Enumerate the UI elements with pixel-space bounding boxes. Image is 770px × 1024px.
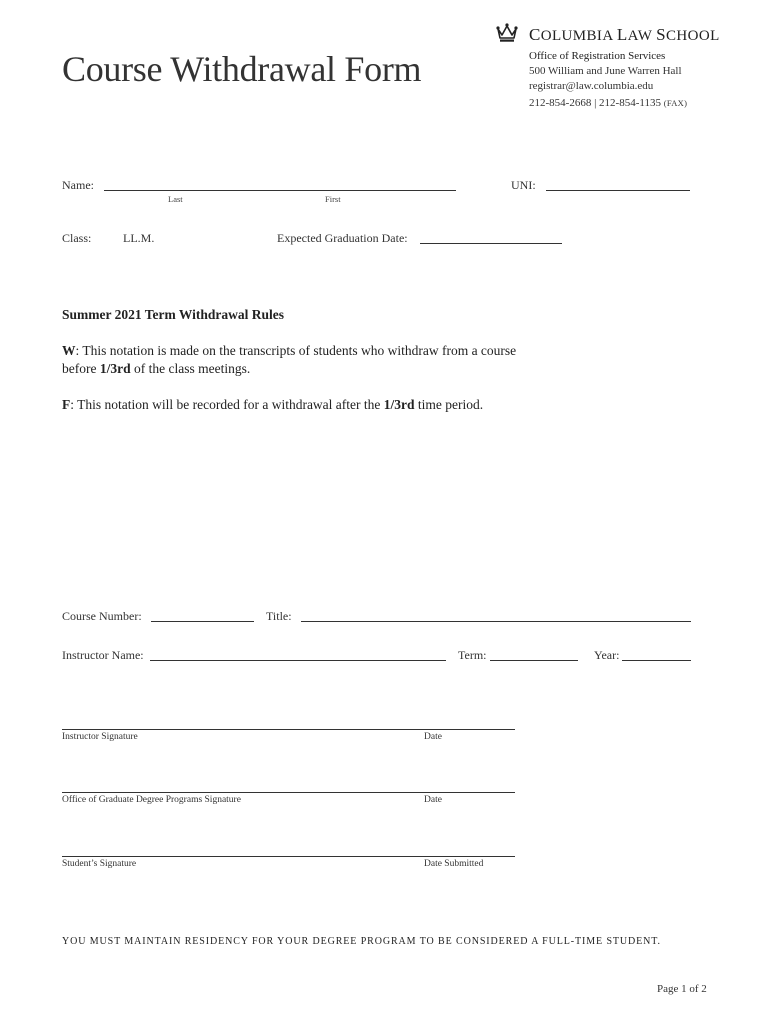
office-name: Office of Registration Services — [529, 50, 666, 62]
instructor-date-label: Date — [424, 732, 442, 742]
name-field[interactable] — [104, 190, 456, 191]
instructor-signature-line[interactable] — [62, 729, 515, 730]
office-signature-line[interactable] — [62, 792, 515, 793]
first-name-label: First — [325, 194, 341, 204]
page-number: Page 1 of 2 — [657, 983, 707, 995]
rule-f: F: This notation will be recorded for a withdrawal after the 1/3rd time period. — [62, 397, 484, 412]
date-submitted-label: Date Submitted — [424, 859, 484, 869]
term-label: Term: — [458, 648, 487, 662]
year-label: Year: — [594, 648, 620, 662]
rules-heading: Summer 2021 Term Withdrawal Rules — [62, 307, 285, 322]
student-signature-line[interactable] — [62, 856, 515, 857]
year-field[interactable] — [622, 660, 691, 661]
graduation-date-label: Expected Graduation Date: — [277, 231, 408, 245]
instructor-name-label: Instructor Name: — [62, 648, 144, 662]
graduation-date-field[interactable] — [420, 243, 562, 244]
last-name-label: Last — [168, 194, 183, 204]
class-label: Class: — [62, 231, 92, 245]
rule-w-line1: W: This notation is made on the transcripts of students who withdraw from a course — [62, 343, 517, 358]
page-title: Course Withdrawal Form — [62, 49, 422, 89]
name-label: Name: — [62, 178, 94, 192]
course-number-label: Course Number: — [62, 609, 142, 623]
title-label: Title: — [266, 609, 292, 623]
instructor-signature-label: Instructor Signature — [62, 732, 138, 742]
crown-icon — [496, 23, 518, 43]
class-value: LL.M. — [123, 231, 155, 245]
rule-w-line2: before 1/3rd of the class meetings. — [62, 361, 251, 376]
uni-field[interactable] — [546, 190, 690, 191]
term-field[interactable] — [490, 660, 578, 661]
student-signature-label: Student’s Signature — [62, 859, 137, 869]
office-address: 500 William and June Warren Hall — [529, 65, 682, 77]
title-field[interactable] — [301, 621, 691, 622]
uni-label: UNI: — [511, 178, 536, 192]
course-number-field[interactable] — [151, 621, 254, 622]
school-name: COLUMBIA LAW SCHOOL — [529, 25, 720, 44]
office-email: registrar@law.columbia.edu — [529, 80, 654, 92]
office-signature-label: Office of Graduate Degree Programs Signature — [62, 795, 241, 805]
office-date-label: Date — [424, 795, 442, 805]
residency-notice: YOU MUST MAINTAIN RESIDENCY FOR YOUR DEGREE PROGRAM TO BE CONSIDERED A FULL-TIME STUDENT. — [62, 936, 661, 947]
instructor-name-field[interactable] — [150, 660, 446, 661]
office-phone: 212-854-2668 | 212-854-1135 (FAX) — [529, 97, 688, 109]
